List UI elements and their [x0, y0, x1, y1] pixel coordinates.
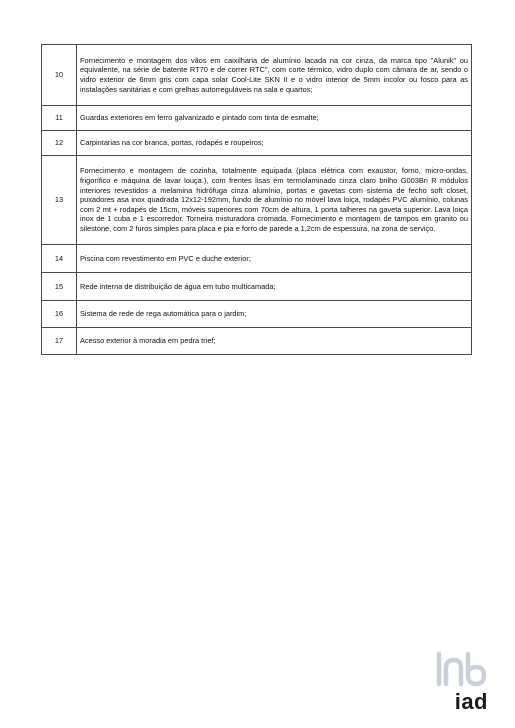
iad-logo — [428, 648, 488, 718]
table-row — [42, 45, 472, 106]
row-number: 16 — [42, 301, 77, 328]
logo-mark-stroke — [468, 654, 484, 684]
logo-mark-stroke — [446, 660, 461, 684]
row-description: Acesso exterior à moradia em pedra trief; — [77, 328, 472, 355]
row-number: 17 — [42, 328, 77, 355]
row-number: 13 — [42, 156, 77, 245]
row-number: 12 — [42, 131, 77, 156]
row-description: Carpintarias na cor branca, portas, rodapés e roupeiros; — [77, 131, 472, 156]
table-row — [42, 328, 472, 355]
row-number: 11 — [42, 106, 77, 131]
iad-logo-mark-icon — [428, 648, 488, 692]
table-row — [42, 156, 472, 245]
row-description: Piscina com revestimento em PVC e duche exterior; — [77, 245, 472, 273]
row-description: Fornecimento e montagem dos vãos em caixilharia de alumínio lacada na cor cinza, da marca tipo "Alunik" ou equivalente, na série de batente RT70 e de correr RTC", com corte térmico, vidro duplo com câmara de ar, sendo o vidro exterior de 6mm gris com capa solar Cool-Lite SKN II e o vidro interior de 5mm incolor ou fosco para as instalações sanitárias e com grelhas autorreguláveis na sala e quartos; — [77, 45, 472, 106]
table-row — [42, 301, 472, 328]
table-row — [42, 106, 472, 131]
row-description: Rede interna de distribuição de água em tubo multicamada; — [77, 273, 472, 301]
row-description: Fornecimento e montagem de cozinha, totalmente equipada (placa elétrica com exaustor, forno, micro-ondas, frigorífico e máquina de lavar louça.), com frentes lisas em termolaminado cinza claro brilho G003Bri R módulos interiores revestidos a melamina hidrófuga cinza alumínio, portas e gavetas com sistema de fecho soft closet, puxadores asa inox quadrada 12x12-192mm, fundo de alumínio no móvel lava loiça, rodapés PVC alumínio, colunas com 2 mt + rodapés de 15cm, móveis superiores com 70cm de altura, 1 porta talheres na gaveta superior. Lava loiça inox de 1 cuba e 1 escorredor. Torneira misturadora cromada. Fornecimento e montagem de tampos em granito ou silestone, com 2 furos simples para placa e pia e forro de parede a 1,2cm de espessura, na zona de serviço. — [77, 156, 472, 245]
specifications-table — [41, 44, 472, 355]
row-description: Sistema de rede de rega automática para o jardim; — [77, 301, 472, 328]
table-row — [42, 273, 472, 301]
row-number: 10 — [42, 45, 77, 106]
row-number: 15 — [42, 273, 77, 301]
row-number: 14 — [42, 245, 77, 273]
row-description: Guardas exteriores em ferro galvanizado e pintado com tinta de esmalte; — [77, 106, 472, 131]
table-row — [42, 245, 472, 273]
iad-logo-text: iad — [454, 689, 488, 714]
table-row — [42, 131, 472, 156]
